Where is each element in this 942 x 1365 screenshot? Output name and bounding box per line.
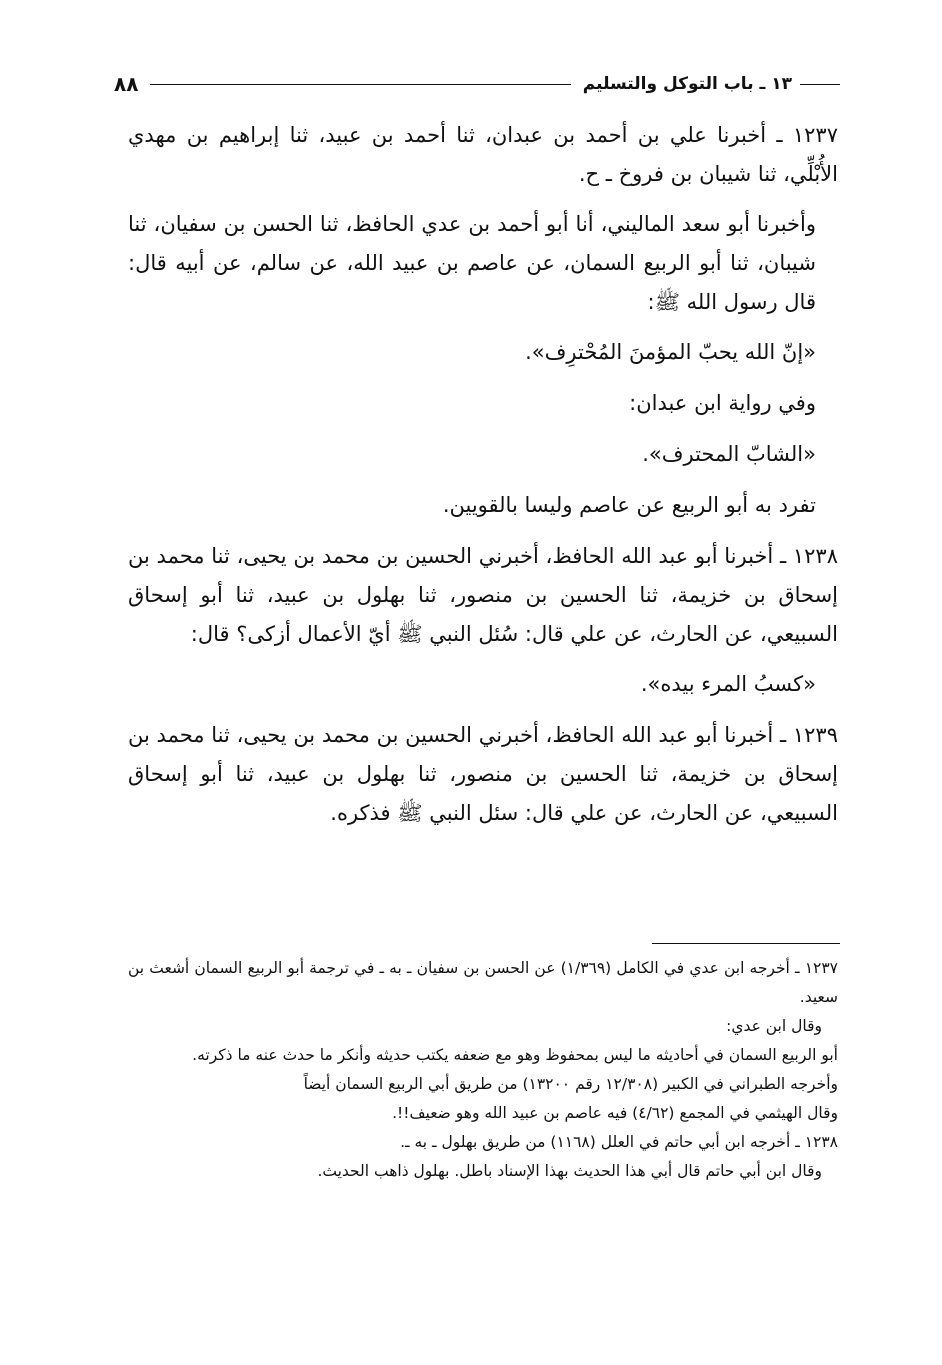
footnote-line: وأخرجه الطبراني في الكبير (١٢/٣٠٨ رقم ١٣٢٠٠) من طريق أبي الربيع السمان أيضاً [303, 1075, 838, 1093]
footnote-line: وقال ابن أبي حاتم قال أبي هذا الحديث بهذا الإسناد باطل. بهلول ذاهب الحديث. [317, 1162, 822, 1180]
page-number: ٨٨ [114, 72, 139, 96]
header-rule [150, 84, 570, 85]
hadith-1237: ١٢٣٧ ـ أخبرنا علي بن أحمد بن عبدان، ثنا أحمد بن عبيد، ثنا إبراهيم بن مهدي الأُبْلِّي، ثنا شيبان بن فروخ ـ ح. [128, 123, 838, 186]
footnotes [128, 954, 838, 1186]
footnote-line: وقال ابن عدي: [726, 1017, 822, 1035]
main-text [128, 116, 838, 844]
hadith-text: «إنّ الله يحبّ المؤمنَ المُحْترِف». [525, 340, 816, 364]
footnote-line: وقال الهيثمي في المجمع (٤/٦٢) فيه عاصم بن عبيد الله وهو ضعيف!!. [392, 1104, 838, 1122]
hadith-text: «كسبُ المرء بيده». [640, 672, 816, 696]
header-rule-short [800, 84, 840, 85]
paragraph-chain: وأخبرنا أبو سعد الماليني، أنا أبو أحمد بن عدي الحافظ، ثنا الحسن بن سفيان، ثنا شيبان، ثنا أبو الربيع السمان، عن عاصم بن عبيد الله، عن سالم، عن أبيه قال: قال رسول الله ﷺ: [128, 212, 816, 314]
footnote-line: أبو الربيع السمان في أحاديثه ما ليس بمحفوظ وهو مع ضعفه يكتب حديثه وأنكر ما حدث عنه ما ذكرته. [192, 1046, 838, 1064]
chapter-title: ١٣ ـ باب التوكل والتسليم [582, 74, 792, 94]
footnote-1237: ١٢٣٧ ـ أخرجه ابن عدي في الكامل (١/٣٦٩) عن الحسن بن سفيان ـ به ـ في ترجمة أبو الربيع السمان أشعث بن سعيد. [128, 959, 838, 1006]
hadith-1239: ١٢٣٩ ـ أخبرنا أبو عبد الله الحافظ، أخبرني الحسين بن محمد بن يحيى، ثنا محمد بن إسحاق بن خزيمة، ثنا الحسين بن منصور، ثنا بهلول بن عبيد، ثنا أبو إسحاق السبيعي، عن الحارث، عن علي قال: سئل النبي ﷺ فذكره. [128, 723, 838, 825]
paragraph-grading: تفرد به أبو الربيع عن عاصم وليسا بالقويين. [442, 493, 816, 517]
footnote-1238: ١٢٣٨ ـ أخرجه ابن أبي حاتم في العلل (١١٦٨) من طريق بهلول ـ به ـ. [400, 1133, 838, 1151]
paragraph-note: وفي رواية ابن عبدان: [629, 391, 816, 415]
footnote-separator [652, 943, 840, 944]
hadith-1238: ١٢٣٨ ـ أخبرنا أبو عبد الله الحافظ، أخبرني الحسين بن محمد بن يحيى، ثنا محمد بن إسحاق بن خزيمة، ثنا الحسين بن منصور، ثنا بهلول بن عبيد، ثنا أبو إسحاق السبيعي، عن الحارث، عن علي قال: سُئل النبي ﷺ أيّ الأعمال أزكى؟ قال: [128, 544, 838, 646]
hadith-variant: «الشابّ المحترف». [642, 442, 816, 466]
page-header [110, 70, 840, 98]
